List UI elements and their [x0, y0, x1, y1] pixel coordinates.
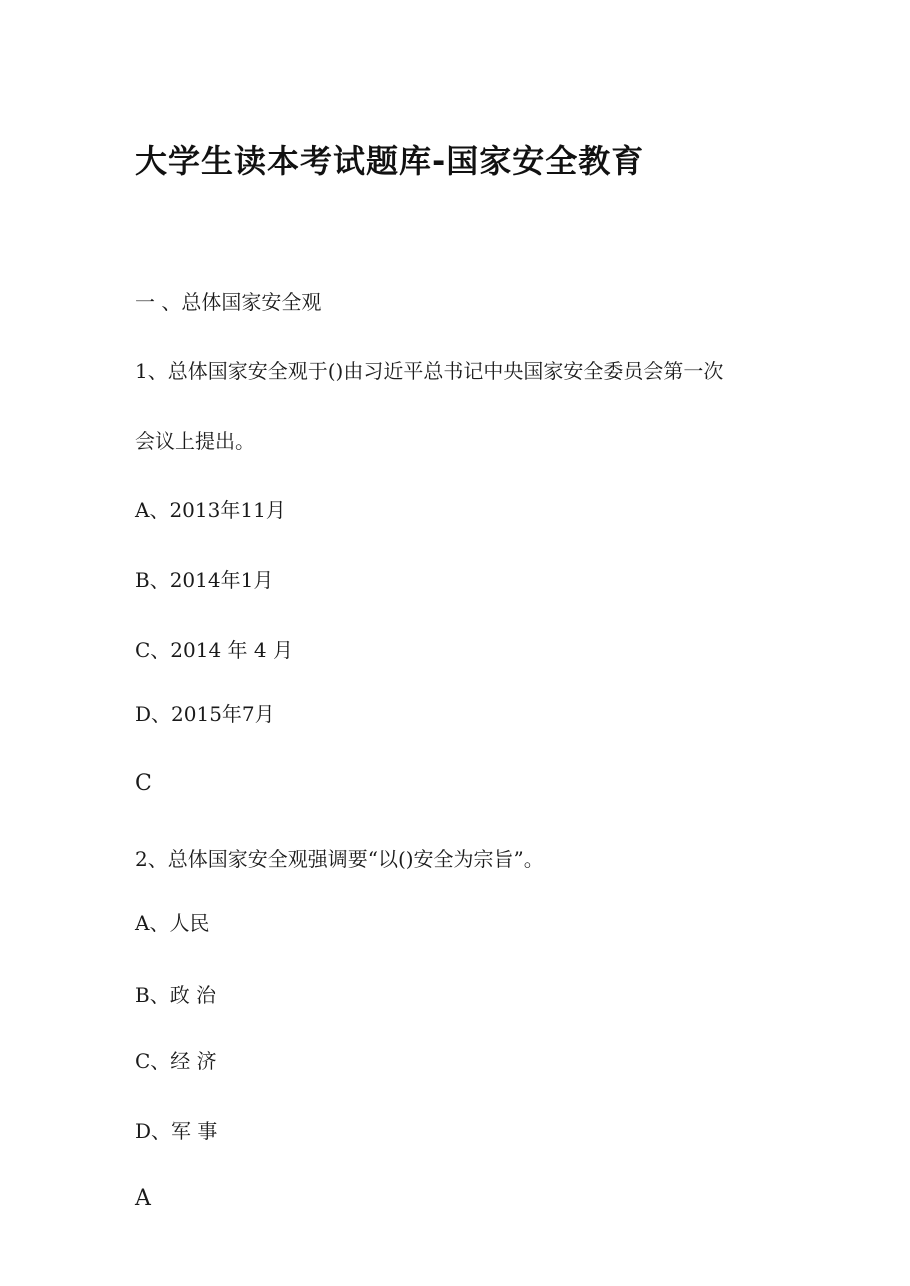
section-heading: 一 、总体国家安全观 — [135, 290, 322, 314]
question-2-option-c: C、经 济 — [135, 1049, 217, 1073]
question-2-answer: A — [135, 1186, 151, 1211]
question-2-option-b: B、政 治 — [135, 983, 217, 1007]
question-1-stem-line-1: 1、总体国家安全观于()由习近平总书记中央国家安全委员会第一次 — [135, 359, 724, 383]
question-1-option-b: B、2014年1月 — [135, 568, 274, 592]
question-1-answer: C — [135, 771, 152, 796]
question-1-option-a: A、2013年11月 — [135, 498, 286, 522]
question-1-stem-line-2: 会议上提出。 — [135, 429, 255, 453]
question-2-stem: 2、总体国家安全观强调要“以()安全为宗旨”。 — [135, 847, 544, 871]
question-2-option-d: D、军 事 — [135, 1119, 218, 1143]
document-title: 大学生读本考试题库-国家安全教育 — [135, 142, 645, 180]
question-1-option-d: D、2015年7月 — [135, 702, 275, 726]
question-1-option-c: C、2014 年 4 月 — [135, 638, 293, 662]
question-2-option-a: A、人民 — [135, 911, 210, 935]
